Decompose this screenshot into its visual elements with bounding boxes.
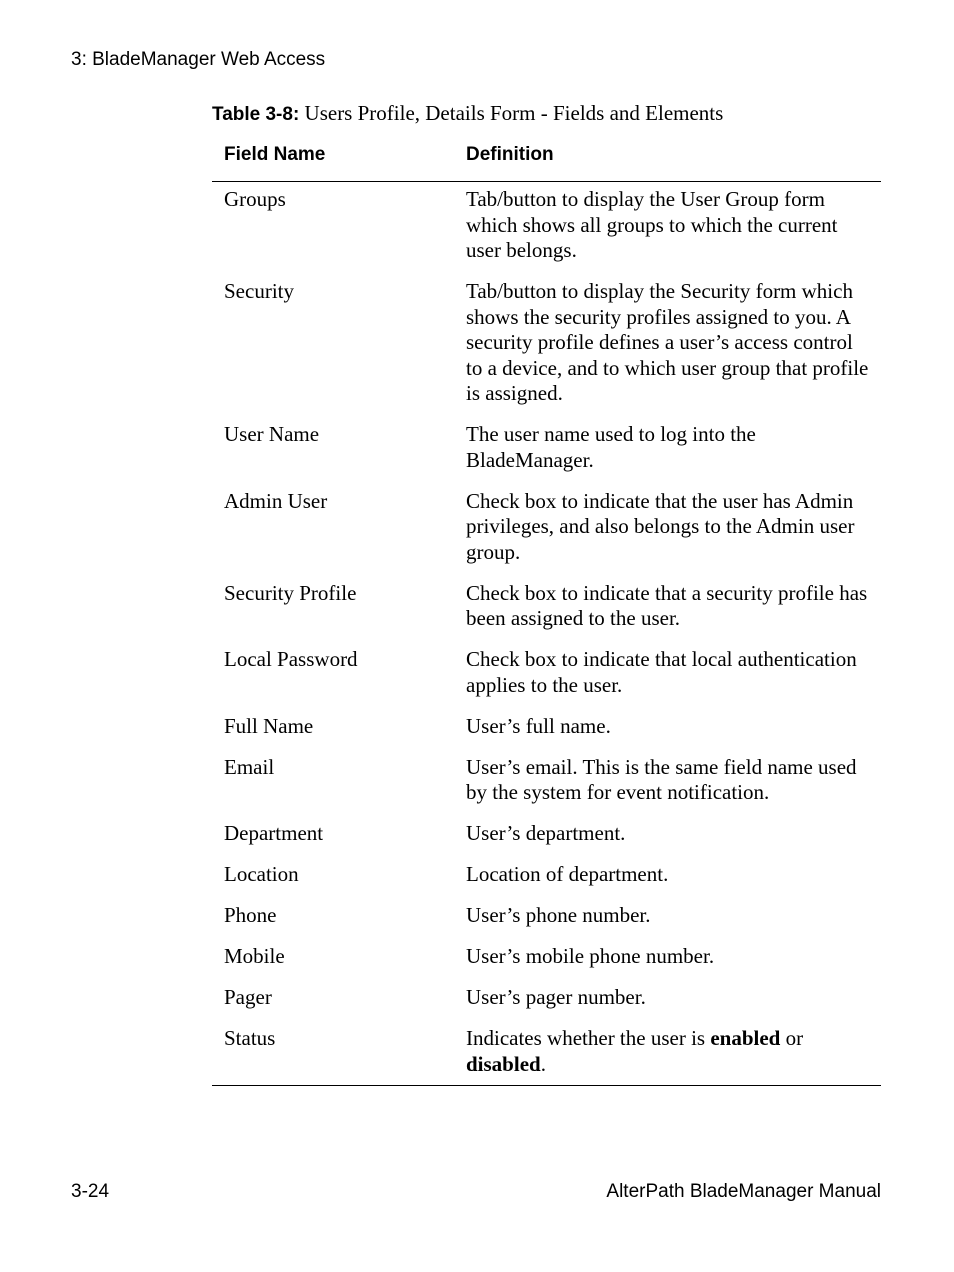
- field-name-cell: Status: [224, 1026, 276, 1050]
- definition-cell: Tab/button to display the User Group form which shows all groups to which the current user belongs.: [466, 187, 838, 262]
- table-row: [212, 714, 881, 755]
- table-caption-text: Users Profile, Details Form - Fields and Elements: [304, 101, 724, 125]
- definition-text: Indicates whether the user is: [466, 1026, 711, 1050]
- field-name-cell: Local Password: [224, 647, 358, 671]
- fields-table-container: [212, 140, 881, 1086]
- definition-cell: The user name used to log into the BladeManager.: [466, 422, 756, 472]
- definition-cell: Check box to indicate that local authentication applies to the user.: [466, 647, 857, 697]
- status-disabled-term: disabled: [466, 1051, 541, 1076]
- definition-cell: User’s email. This is the same field name used by the system for event notification.: [466, 754, 857, 804]
- definition-cell: User’s full name.: [466, 713, 611, 738]
- manual-title: AlterPath BladeManager Manual: [606, 1181, 881, 1202]
- definition-cell: User’s mobile phone number.: [466, 944, 715, 968]
- column-header-field-name: Field Name: [212, 140, 454, 182]
- table-row: [212, 647, 881, 714]
- table-row: [212, 985, 881, 1026]
- field-name-cell: Groups: [224, 187, 286, 211]
- definition-text: or: [780, 1026, 804, 1050]
- column-header-definition: Definition: [454, 140, 881, 182]
- table-row: [212, 581, 881, 648]
- table-row: [212, 489, 881, 581]
- definition-cell: Check box to indicate that the user has Admin privileges, and also belongs to the Admin user group.: [466, 488, 855, 564]
- field-name-cell: Location: [224, 862, 299, 886]
- definition-cell: Tab/button to display the Security form which shows the security profiles assigned to you. A security profile defines a user’s access control to a device, and to which user group that profile is assigned.: [466, 279, 869, 405]
- table-caption: [212, 100, 723, 128]
- table-row: [212, 862, 881, 903]
- definition-cell: User’s department.: [466, 821, 626, 845]
- field-name-cell: Email: [224, 754, 275, 779]
- definition-cell: [454, 1026, 881, 1086]
- table-row: [212, 279, 881, 422]
- page-number: 3-24: [71, 1181, 110, 1202]
- table-row: [212, 944, 881, 985]
- definition-cell: User’s phone number.: [466, 903, 651, 927]
- running-head: 3: BladeManager Web Access: [71, 49, 326, 70]
- field-name-cell: Pager: [224, 985, 272, 1009]
- status-enabled-term: enabled: [710, 1026, 781, 1050]
- table-header-row: [212, 140, 881, 182]
- table-row: [212, 903, 881, 944]
- field-name-cell: Phone: [224, 903, 277, 927]
- table-row: [212, 821, 881, 862]
- fields-table: [212, 140, 881, 1086]
- field-name-cell: Security: [224, 279, 294, 303]
- table-row: [212, 755, 881, 822]
- field-name-cell: Full Name: [224, 713, 314, 738]
- table-row: [212, 1026, 881, 1086]
- definition-cell: Location of department.: [466, 862, 669, 886]
- field-name-cell: Department: [224, 821, 324, 845]
- table-row: [212, 182, 881, 280]
- field-name-cell: Mobile: [224, 944, 285, 968]
- definition-cell: User’s pager number.: [466, 985, 646, 1009]
- table-caption-label: Table 3-8:: [212, 104, 300, 125]
- field-name-cell: User Name: [224, 422, 320, 446]
- table-row: [212, 422, 881, 489]
- definition-cell: Check box to indicate that a security profile has been assigned to the user.: [466, 580, 868, 630]
- definition-text: .: [540, 1051, 546, 1076]
- field-name-cell: Admin User: [224, 488, 328, 513]
- field-name-cell: Security Profile: [224, 580, 357, 605]
